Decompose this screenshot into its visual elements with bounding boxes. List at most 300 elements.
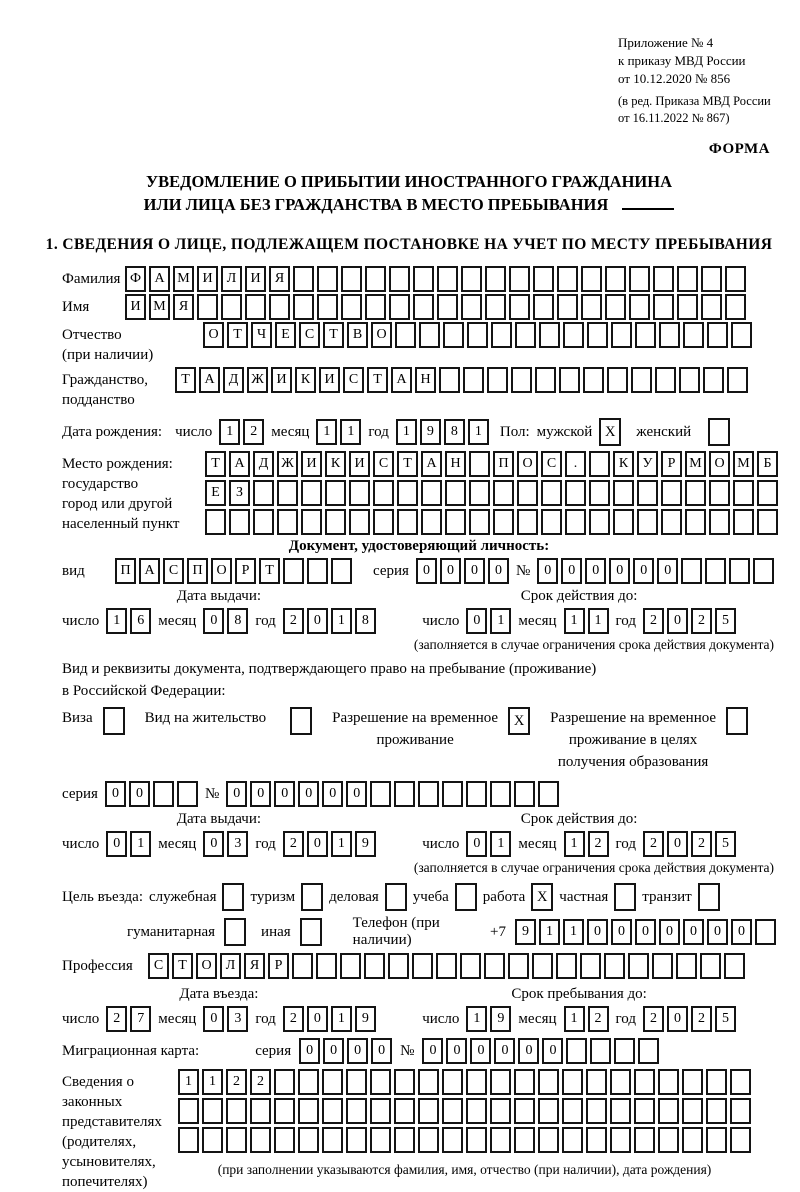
form-cell: 1 — [563, 919, 584, 945]
header-line: к приказу МВД России — [618, 53, 746, 68]
form-cell — [682, 1127, 703, 1153]
form-cell: А — [229, 451, 250, 477]
form-cell — [705, 558, 726, 584]
form-cell — [442, 1069, 463, 1095]
form-cell — [250, 1127, 271, 1153]
form-cell: Б — [757, 451, 778, 477]
female-label: женский — [636, 423, 692, 440]
doc-kind-label: вид — [62, 563, 85, 579]
form-cell — [653, 266, 674, 292]
temp-permit-label-line2: проживание — [376, 732, 454, 748]
form-cell — [461, 294, 482, 320]
phone-cells — [515, 919, 776, 945]
form-cell — [370, 1069, 391, 1095]
form-cell: 2 — [643, 608, 664, 634]
header-revision — [618, 93, 776, 127]
form-cell: 1 — [564, 831, 585, 857]
form-cell: 2 — [106, 1006, 127, 1032]
form-cell: 0 — [466, 608, 487, 634]
form-cell — [293, 266, 314, 292]
valid-year-cells — [643, 608, 736, 634]
profession-label: Профессия — [62, 958, 133, 974]
form-cell — [541, 480, 562, 506]
form-cell — [724, 953, 745, 979]
residence-number-label: № — [204, 785, 220, 802]
form-cell: Р — [235, 558, 256, 584]
form-cell — [346, 1098, 367, 1124]
form-cell: 5 — [715, 608, 736, 634]
form-cell — [394, 1069, 415, 1095]
form-cell: 2 — [691, 1006, 712, 1032]
form-title — [42, 170, 776, 216]
header-line: Приложение № 4 — [618, 35, 714, 50]
form-cell: Н — [445, 451, 466, 477]
form-cell: 0 — [466, 831, 487, 857]
form-cell — [628, 953, 649, 979]
form-cell: 0 — [446, 1038, 467, 1064]
form-cell: Р — [661, 451, 682, 477]
form-cell — [539, 322, 560, 348]
migration-number-cells — [422, 1038, 659, 1064]
form-cell — [469, 451, 490, 477]
form-cell: 0 — [298, 781, 319, 807]
purpose-option-label: работа — [482, 888, 526, 905]
form-cell: О — [203, 322, 224, 348]
form-cell: О — [196, 953, 217, 979]
form-cell — [349, 509, 370, 535]
form-cell: О — [517, 451, 538, 477]
form-cell: Л — [221, 266, 242, 292]
form-cell: 5 — [715, 1006, 736, 1032]
form-cell — [509, 294, 530, 320]
form-cell — [469, 480, 490, 506]
form-cell: Т — [323, 322, 344, 348]
form-cell: 0 — [440, 558, 461, 584]
issued-year-cells — [283, 608, 376, 634]
stay-until-heading: Срок пребывания до: — [511, 986, 647, 1002]
form-cell: 1 — [106, 608, 127, 634]
form-cell — [581, 266, 602, 292]
form-cell: 0 — [464, 558, 485, 584]
male-checkbox: X — [599, 418, 621, 446]
form-cell: М — [149, 294, 170, 320]
form-cell — [586, 1098, 607, 1124]
form-cell — [365, 294, 386, 320]
form-cell: 0 — [129, 781, 150, 807]
edu-permit-label-line1: Разрешение на временное — [550, 710, 717, 726]
form-cell — [562, 1069, 583, 1095]
form-cell: А — [149, 266, 170, 292]
form-cell: Л — [220, 953, 241, 979]
form-cell — [274, 1098, 295, 1124]
validity-note: (заполняется в случае ограничения срока действия документа) — [413, 860, 774, 875]
form-cell — [317, 266, 338, 292]
form-cell — [511, 367, 532, 393]
migration-number-label: № — [400, 1042, 415, 1059]
purpose-study-checkbox — [455, 883, 477, 911]
form-cell — [341, 266, 362, 292]
form-cell — [283, 558, 304, 584]
form-cell: И — [271, 367, 292, 393]
form-cell: 0 — [299, 1038, 320, 1064]
form-cell: 5 — [715, 831, 736, 857]
form-cell: 2 — [226, 1069, 247, 1095]
patronymic-label-line1: Отчество — [62, 327, 122, 343]
form-cell: А — [421, 451, 442, 477]
form-cell: 1 — [130, 831, 151, 857]
form-cell — [755, 919, 776, 945]
form-cell — [610, 1127, 631, 1153]
form-cell — [493, 509, 514, 535]
form-cell — [757, 480, 778, 506]
form-cell: 0 — [488, 558, 509, 584]
form-cell: 0 — [250, 781, 271, 807]
form-cell — [634, 1098, 655, 1124]
form-cell — [461, 266, 482, 292]
form-cell — [301, 509, 322, 535]
doc-number-cells — [537, 558, 774, 584]
representatives-cells — [178, 1069, 751, 1178]
form-cell: 1 — [588, 608, 609, 634]
form-cell — [587, 322, 608, 348]
form-cell — [605, 294, 626, 320]
form-cell: 0 — [307, 831, 328, 857]
form-cell: 9 — [355, 1006, 376, 1032]
form-cell: 2 — [691, 831, 712, 857]
form-cell — [370, 1127, 391, 1153]
form-cell — [418, 1127, 439, 1153]
form-cell: 0 — [347, 1038, 368, 1064]
form-title-line2 — [42, 193, 776, 216]
representatives-label-line5: усыновителях, — [62, 1154, 156, 1170]
citizenship-row — [62, 367, 776, 410]
form-cell: П — [493, 451, 514, 477]
form-cell: Я — [244, 953, 265, 979]
stay-year-cells — [643, 1006, 736, 1032]
stay-until-col — [422, 985, 736, 1032]
form-cell: 1 — [564, 1006, 585, 1032]
birth-place-cells — [205, 451, 778, 535]
form-cell — [316, 953, 337, 979]
month-word: месяц — [518, 835, 557, 852]
form-cell — [725, 266, 746, 292]
header-line: от 10.12.2020 № 856 — [618, 71, 731, 86]
year-word: год — [255, 612, 276, 629]
form-cell — [395, 322, 416, 348]
appendix-header — [618, 34, 776, 127]
day-word: число — [422, 612, 460, 629]
form-cell: 1 — [219, 419, 240, 445]
form-cell — [274, 1069, 295, 1095]
phone-prefix: +7 — [490, 923, 506, 940]
year-word: год — [615, 835, 636, 852]
firstname-row — [62, 294, 776, 320]
form-cell: Т — [175, 367, 196, 393]
patronymic-cells — [203, 322, 752, 348]
form-cell: 0 — [203, 1006, 224, 1032]
form-cell: П — [187, 558, 208, 584]
form-cell — [274, 1127, 295, 1153]
form-cell — [658, 1127, 679, 1153]
form-cell — [559, 367, 580, 393]
male-label: мужской — [536, 423, 593, 440]
residence-doc-line2: в Российской Федерации: — [62, 683, 226, 699]
form-cell — [421, 480, 442, 506]
form-cell — [733, 480, 754, 506]
form-cell — [610, 1069, 631, 1095]
form-cell — [443, 322, 464, 348]
citizenship-label — [62, 367, 175, 410]
form-cell — [487, 367, 508, 393]
form-cell — [514, 1069, 535, 1095]
form-cell: 8 — [444, 419, 465, 445]
purpose-option-label: служебная — [148, 888, 217, 905]
firstname-cells — [125, 294, 746, 320]
form-cell: 2 — [283, 831, 304, 857]
form-cell: 0 — [585, 558, 606, 584]
form-cell — [490, 1127, 511, 1153]
residence-doc-checkboxes — [62, 707, 776, 773]
form-cell — [590, 1038, 611, 1064]
form-cell — [538, 1127, 559, 1153]
form-cell: 8 — [227, 608, 248, 634]
representatives-row3 — [178, 1127, 751, 1153]
visa-checkbox — [103, 707, 125, 735]
form-cell — [557, 266, 578, 292]
form-cell — [178, 1098, 199, 1124]
representatives-row2 — [178, 1098, 751, 1124]
form-cell — [365, 266, 386, 292]
form-cell — [389, 266, 410, 292]
stay-month-cells — [564, 1006, 609, 1032]
residence-series-row — [62, 781, 776, 807]
edu-permit-label-line2: проживание в целях — [568, 732, 698, 748]
form-cell: 2 — [588, 831, 609, 857]
entry-dates — [62, 985, 776, 1032]
form-cell — [202, 1098, 223, 1124]
purpose-work-checkbox: X — [531, 883, 553, 911]
firstname-label: Имя — [62, 299, 90, 315]
form-cell — [706, 1098, 727, 1124]
form-cell: 0 — [707, 919, 728, 945]
form-cell: 1 — [340, 419, 361, 445]
temp-permit-group — [332, 707, 530, 751]
form-cell: О — [709, 451, 730, 477]
profession-row — [62, 953, 776, 979]
form-cell: Т — [205, 451, 226, 477]
form-cell: Т — [367, 367, 388, 393]
issued-heading: Дата выдачи: — [176, 588, 262, 604]
form-cell: 0 — [494, 1038, 515, 1064]
form-cell — [460, 953, 481, 979]
form-cell: С — [148, 953, 169, 979]
form-cell: В — [347, 322, 368, 348]
month-word: месяц — [158, 835, 197, 852]
edu-permit-label-line3: получения образования — [557, 754, 709, 770]
form-cell — [397, 509, 418, 535]
issued-month-cells — [203, 608, 248, 634]
form-cell: У — [637, 451, 658, 477]
form-cell — [437, 294, 458, 320]
day-word: число — [62, 1010, 100, 1027]
form-cell: А — [139, 558, 160, 584]
form-cell — [538, 1069, 559, 1095]
form-cell — [153, 781, 174, 807]
form-cell: 0 — [346, 781, 367, 807]
form-cell — [466, 781, 487, 807]
representatives-label-line4: (родителях, — [62, 1134, 137, 1150]
form-cell: М — [685, 451, 706, 477]
residence-permit-group — [145, 707, 312, 735]
form-cell — [370, 781, 391, 807]
form-cell — [652, 953, 673, 979]
form-cell: 0 — [416, 558, 437, 584]
sex-label: Пол: — [499, 423, 530, 440]
form-cell: С — [343, 367, 364, 393]
form-cell — [490, 1069, 511, 1095]
purpose-option-label: деловая — [329, 888, 379, 905]
purpose-humanitarian-checkbox — [224, 918, 246, 946]
year-word: год — [615, 612, 636, 629]
issued-year-cells — [283, 831, 376, 857]
form-cell: 2 — [588, 1006, 609, 1032]
form-cell — [629, 294, 650, 320]
valid-day-cells — [466, 831, 511, 857]
form-cell — [370, 1098, 391, 1124]
form-cell — [485, 266, 506, 292]
form-cell — [394, 781, 415, 807]
form-cell — [436, 953, 457, 979]
form-cell: 0 — [667, 1006, 688, 1032]
form-cell — [277, 509, 298, 535]
month-word: месяц — [158, 1010, 197, 1027]
form-cell: 7 — [130, 1006, 151, 1032]
form-cell — [413, 294, 434, 320]
form-cell — [437, 266, 458, 292]
form-cell — [298, 1098, 319, 1124]
profession-cells — [148, 953, 745, 979]
day-word: число — [422, 835, 460, 852]
form-cell — [583, 367, 604, 393]
migration-series-label: серия — [255, 1042, 292, 1059]
form-cell — [514, 1127, 535, 1153]
form-cell — [538, 1098, 559, 1124]
surname-row — [62, 266, 776, 292]
header-line: (в ред. Приказа МВД России — [618, 94, 771, 108]
form-cell — [700, 953, 721, 979]
purpose-option-label: транзит — [642, 888, 692, 905]
form-cell: Я — [173, 294, 194, 320]
form-cell: С — [373, 451, 394, 477]
form-cell — [418, 1069, 439, 1095]
birth-place-row1 — [205, 451, 778, 477]
form-cell — [442, 1127, 463, 1153]
form-cell — [566, 1038, 587, 1064]
migration-series-cells — [299, 1038, 392, 1064]
form-cell: И — [349, 451, 370, 477]
form-cell — [676, 953, 697, 979]
form-cell — [226, 1127, 247, 1153]
form-cell: 0 — [561, 558, 582, 584]
valid-month-cells — [564, 831, 609, 857]
form-cell — [292, 953, 313, 979]
form-cell: Е — [275, 322, 296, 348]
form-cell — [677, 266, 698, 292]
form-cell: 0 — [657, 558, 678, 584]
form-cell: 0 — [322, 781, 343, 807]
form-cell — [730, 1069, 751, 1095]
form-cell — [637, 480, 658, 506]
form-cell: 9 — [515, 919, 536, 945]
birth-place-label-line4: населенный пункт — [62, 516, 180, 532]
form-cell — [683, 322, 704, 348]
issued-day-cells — [106, 831, 151, 857]
residence-issued-col — [62, 810, 376, 857]
form-cell — [445, 480, 466, 506]
form-cell — [442, 781, 463, 807]
form-cell: 0 — [635, 919, 656, 945]
form-cell — [563, 322, 584, 348]
form-cell — [637, 509, 658, 535]
form-cell: 0 — [371, 1038, 392, 1064]
form-cell — [202, 1127, 223, 1153]
form-cell — [533, 294, 554, 320]
form-cell — [298, 1069, 319, 1095]
form-cell — [469, 509, 490, 535]
form-cell: 1 — [331, 608, 352, 634]
valid-heading: Срок действия до: — [520, 811, 638, 827]
form-cell — [389, 294, 410, 320]
form-cell — [565, 480, 586, 506]
birth-day-cells — [219, 419, 264, 445]
form-cell — [177, 781, 198, 807]
form-cell — [730, 1127, 751, 1153]
form-cell: Т — [227, 322, 248, 348]
form-cell — [538, 781, 559, 807]
form-cell — [685, 480, 706, 506]
purpose-option-label: иная — [261, 923, 291, 940]
form-cell — [586, 1069, 607, 1095]
form-cell: С — [299, 322, 320, 348]
month-word: месяц — [158, 612, 197, 629]
form-cell — [535, 367, 556, 393]
issued-date — [62, 608, 376, 634]
identity-doc-heading: Документ, удостоверяющий личность: — [288, 538, 550, 554]
form-cell — [659, 322, 680, 348]
form-cell: 2 — [283, 608, 304, 634]
form-cell — [679, 367, 700, 393]
residence-valid-col — [422, 810, 736, 857]
temp-permit-label — [332, 707, 498, 751]
day-word: число — [62, 612, 100, 629]
residence-doc-dates — [62, 810, 776, 857]
form-cell: Д — [223, 367, 244, 393]
form-cell: И — [197, 266, 218, 292]
form-cell — [709, 480, 730, 506]
form-cell — [515, 322, 536, 348]
purpose-label: Цель въезда: — [62, 888, 143, 905]
edu-permit-group — [550, 707, 748, 773]
form-cell — [533, 266, 554, 292]
form-cell — [226, 1098, 247, 1124]
form-cell: 1 — [396, 419, 417, 445]
form-cell — [629, 266, 650, 292]
entry-date — [62, 1006, 376, 1032]
form-cell — [439, 367, 460, 393]
form-cell — [725, 294, 746, 320]
form-cell: П — [115, 558, 136, 584]
form-cell — [325, 480, 346, 506]
